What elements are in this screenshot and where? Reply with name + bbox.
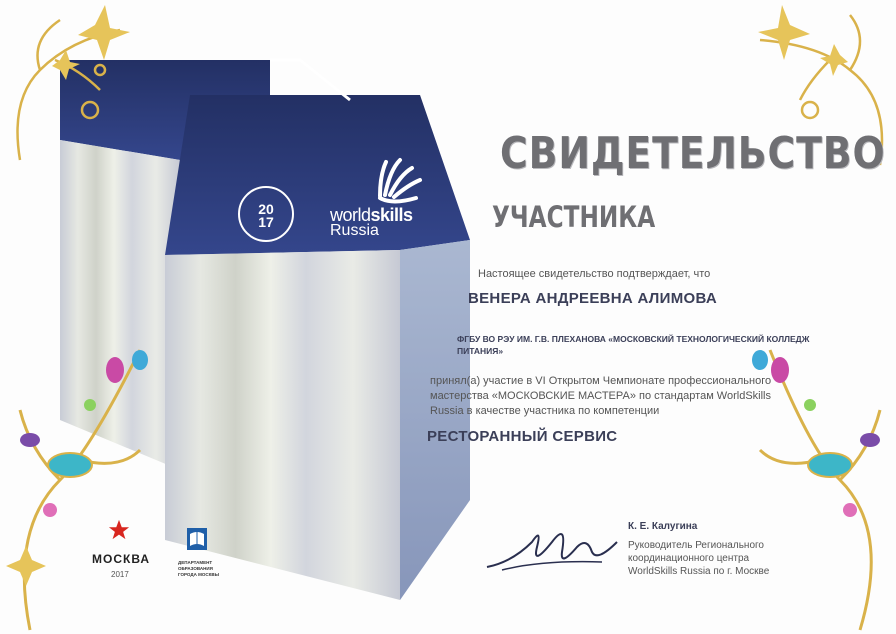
organization-line: ПИТАНИЯ» bbox=[457, 346, 504, 356]
moscow-logo-text: МОСКВА bbox=[92, 552, 151, 566]
red-star-icon bbox=[108, 519, 130, 541]
department-book-icon bbox=[185, 526, 209, 554]
handwritten-signature bbox=[482, 512, 622, 582]
gold-flourish-ornament bbox=[0, 0, 140, 170]
moscow-logo-year: 2017 bbox=[111, 570, 129, 579]
certificate-subtitle: УЧАСТНИКА bbox=[492, 200, 656, 234]
department-text: ГОРОДА МОСКВЫ bbox=[178, 572, 219, 577]
participation-text: мастерства «МОСКОВСКИЕ МАСТЕРА» по стандартам WorldSkills bbox=[430, 390, 772, 402]
signer-name: К. Е. Калугина bbox=[628, 521, 698, 532]
worldskills-wordmark: worldskills bbox=[330, 205, 413, 225]
department-text: ОБРАЗОВАНИЯ bbox=[178, 566, 213, 571]
svg-text:20: 20 bbox=[258, 201, 274, 217]
molodye-professionaly-badge-icon bbox=[236, 184, 296, 244]
competence-title: РЕСТОРАННЫЙ СЕРВИС bbox=[427, 428, 618, 445]
signer-position: координационного центра bbox=[628, 553, 750, 564]
signer-position: Руководитель Регионального bbox=[628, 540, 764, 551]
department-text: ДЕПАРТАМЕНТ bbox=[178, 560, 213, 565]
organization-line: ФГБУ ВО РЭУ ИМ. Г.В. ПЛЕХАНОВА «МОСКОВСКИЙ ТЕХНОЛОГИЧЕСКИЙ КОЛЛЕДЖ bbox=[457, 334, 810, 344]
confirm-text: Настоящее свидетельство подтверждает, что bbox=[478, 268, 711, 280]
svg-text:17: 17 bbox=[258, 214, 274, 230]
participation-text: Russia в качестве участника по компетенции bbox=[430, 405, 660, 417]
jeweled-ornament bbox=[0, 330, 170, 634]
signer-position: WorldSkills Russia по г. Москве bbox=[628, 566, 770, 577]
worldskills-country: Russia bbox=[330, 222, 379, 239]
certificate-title: СВИДЕТЕЛЬСТВО bbox=[500, 128, 886, 179]
participant-name: ВЕНЕРА АНДРЕЕВНА АЛИМОВА bbox=[468, 290, 717, 307]
participation-text: принял(а) участие в VI Открытом Чемпионате профессионального bbox=[430, 375, 772, 387]
